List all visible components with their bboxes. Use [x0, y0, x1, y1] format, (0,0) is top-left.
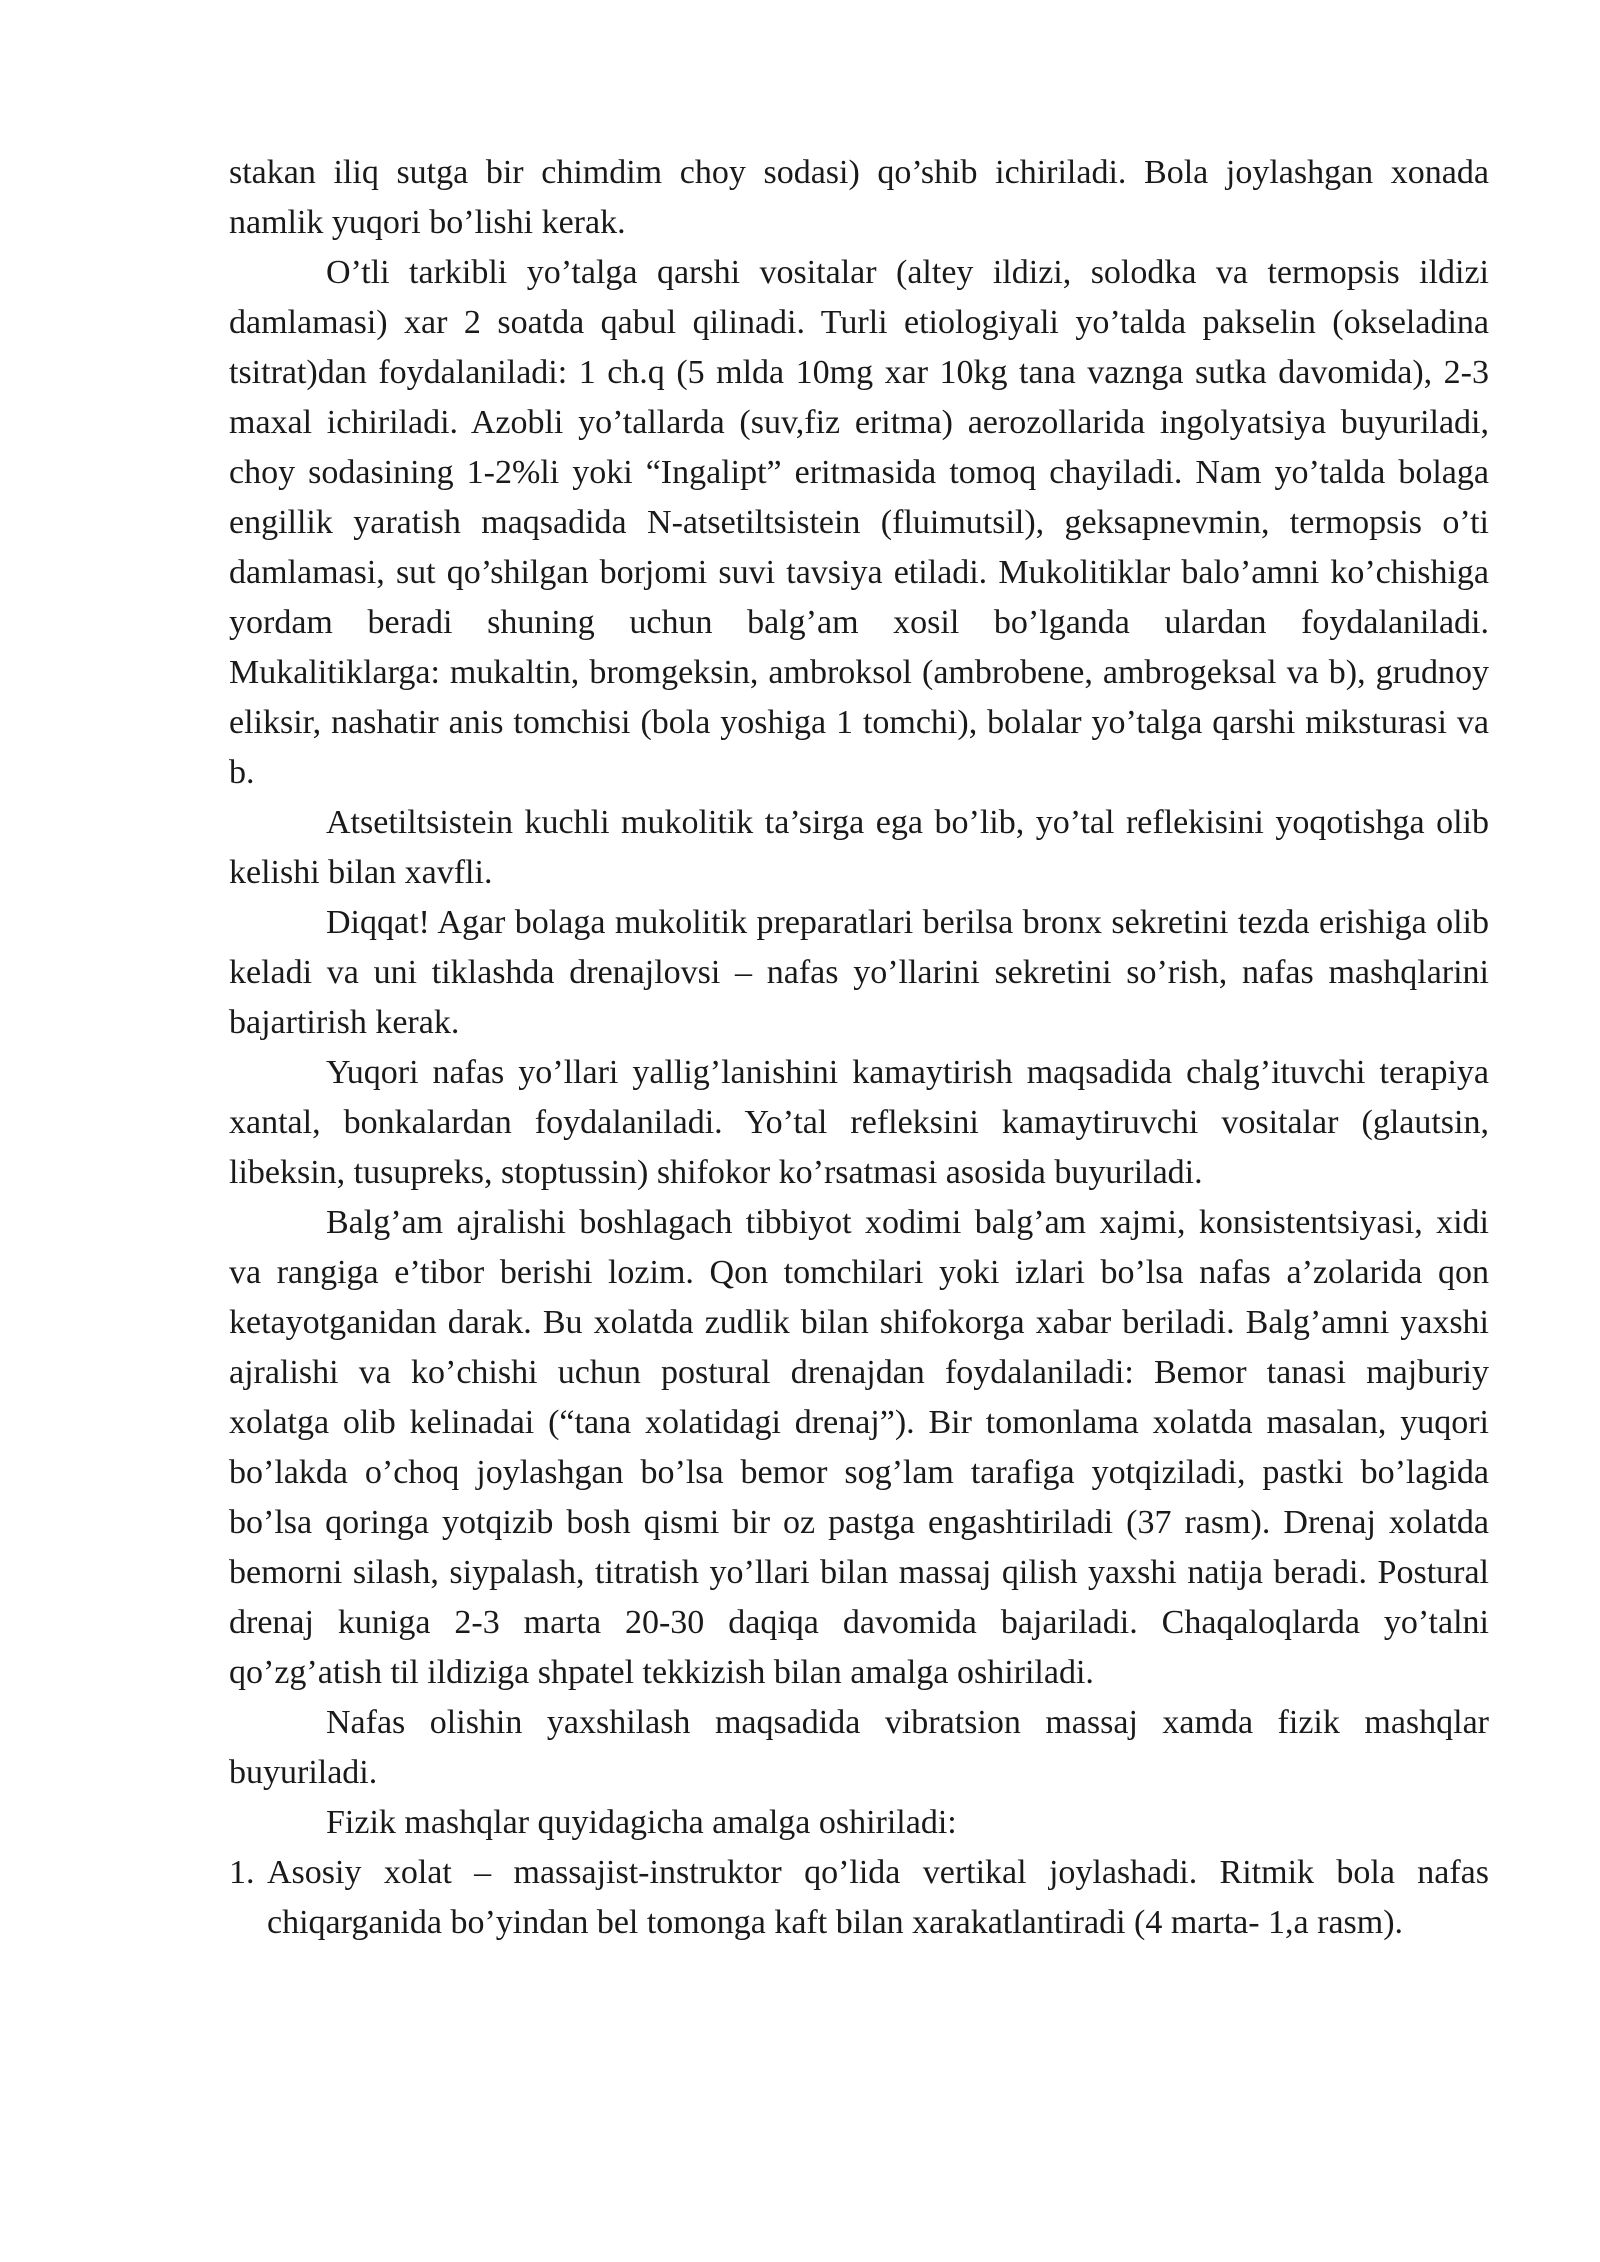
paragraph-3: Atsetiltsistein kuchli mukolitik ta’sirga ega bo’lib, yo’tal reflekisini yoqotishga olib kelishi bilan xavfli. [229, 804, 1489, 891]
paragraph-7: Nafas olishin yaxshilash maqsadida vibratsion massaj xamda fizik mashqlar buyuriladi. [229, 1704, 1489, 1791]
document-page [229, 148, 1489, 1948]
paragraph-1: stakan iliq sutga bir chimdim choy sodasi) qo’shib ichiriladi. Bola joylashgan xonada namlik yuqori bo’lishi kerak. [229, 154, 1489, 241]
numbered-list [229, 1848, 1489, 1948]
paragraph-4: Diqqat! Agar bolaga mukolitik preparatlari berilsa bronx sekretini tezda erishiga olib keladi va uni tiklashda drenajlovsi – nafas yo’llarini sekretini so’rish, nafas mashqlarini bajartirish kerak. [229, 904, 1489, 1041]
paragraph-8: Fizik mashqlar quyidagicha amalga oshiriladi: [326, 1804, 957, 1841]
paragraph-2: O’tli tarkibli yo’talga qarshi vositalar (altey ildizi, solodka va termopsis ildizi damlamasi) xar 2 soatda qabul qilinadi. Turli etiologiyali yo’talda pakselin (okseladina tsitrat)dan foydalaniladi: 1 ch.q (5 mlda 10mg xar 10kg tana vaznga sutka davomida), 2-3 maxal ichiriladi. Azobli yo’tallarda (suv,fiz eritma) aerozollarida ingolyatsiya buyuriladi, choy sodasining 1-2%li yoki “Ingalipt” eritmasida tomoq chayiladi. Nam yo’talda bolaga engillik yaratish maqsadida N-atsetiltsistein (fluimutsil), geksapnevmin, termopsis o’ti damlamasi, sut qo’shilgan borjomi suvi tavsiya etiladi. Mukolitiklar balo’amni ko’chishiga yordam beradi shuning uchun balg’am xosil bo’lganda ulardan foydalaniladi. Mukalitiklarga: mukaltin, bromgeksin, ambroksol (ambrobene, ambrogeksal va b), grudnoy eliksir, nashatir anis tomchisi (bola yoshiga 1 tomchi), bolalar yo’talga qarshi miksturasi va b. [229, 254, 1489, 791]
list-item-number: 1. [229, 1854, 255, 1891]
paragraph-6: Balg’am ajralishi boshlagach tibbiyot xodimi balg’am xajmi, konsistentsiyasi, xidi va rangiga e’tibor berishi lozim. Qon tomchilari yoki izlari bo’lsa nafas a’zolarida qon ketayotganidan darak. Bu xolatda zudlik bilan shifokorga xabar beriladi. Balg’amni yaxshi ajralishi va ko’chishi uchun postural drenajdan foydalaniladi: Bemor tanasi majburiy xolatga olib kelinadai (“tana xolatidagi drenaj”). Bir tomonlama xolatda masalan, yuqori bo’lakda o’choq joylashgan bo’lsa bemor sog’lam tarafiga yotqiziladi, pastki bo’lagida bo’lsa qoringa yotqizib bosh qismi bir oz pastga engashtiriladi (37 rasm). Drenaj xolatda bemorni silash, siypalash, titratish yo’llari bilan massaj qilish yaxshi natija beradi. Postural drenaj kuniga 2-3 marta 20-30 daqiqa davomida bajariladi. Chaqaloqlarda yo’talni qo’zg’atish til ildiziga shpatel tekkizish bilan amalga oshiriladi. [229, 1204, 1489, 1691]
paragraph-5: Yuqori nafas yo’llari yallig’lanishini kamaytirish maqsadida chalg’ituvchi terapiya xantal, bonkalardan foydalaniladi. Yo’tal refleksini kamaytiruvchi vositalar (glautsin, libeksin, tusupreks, stoptussin) shifokor ko’rsatmasi asosida buyuriladi. [229, 1054, 1489, 1191]
list-item-text: Asosiy xolat – massajist-instruktor qo’lida vertikal joylashadi. Ritmik bola nafas chiqarganida bo’yindan bel tomonga kaft bilan xarakatlantiradi (4 marta- 1,a rasm). [267, 1854, 1489, 1941]
list-item [229, 1848, 1489, 1948]
